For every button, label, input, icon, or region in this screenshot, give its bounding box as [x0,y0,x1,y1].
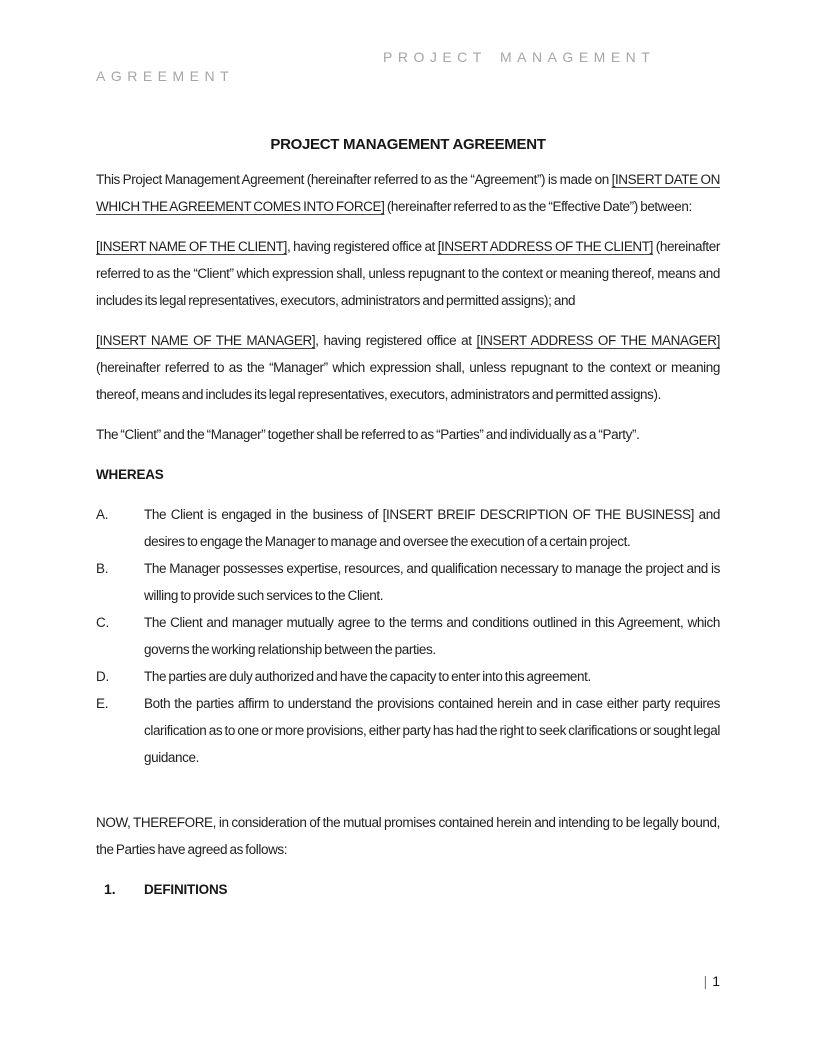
recital-letter: D. [96,669,110,684]
insert-field-client-address: [INSERT ADDRESS OF THE CLIENT] [437,239,653,254]
parties-paragraph: The “Client” and the “Manager” together shall be referred to as “Parties” and individually as a “Party”. [96,427,640,442]
intro-text-pre: This Project Management Agreement (hereinafter referred to as the “Agreement”) is made on [96,172,612,187]
manager-text-mid: , having registered office at [315,333,477,348]
recital-text: The Manager possesses expertise, resources, and qualification necessary to manage the project and is willing to provide such services to the Client. [144,561,720,603]
recital-letter: E. [96,696,109,711]
page-number: 1 [712,973,720,989]
recitals-list [96,501,720,771]
recital-letter: C. [96,615,110,630]
recital-item-b [96,555,720,609]
section-1-heading [96,876,720,903]
document-title: PROJECT MANAGEMENT AGREEMENT [270,136,546,153]
intro-text-post: (hereinafter referred to as the “Effective Date”) between: [384,199,692,214]
recital-letter: B. [96,561,109,576]
manager-paragraph [96,327,720,408]
insert-field-client-name: [INSERT NAME OF THE CLIENT] [96,239,287,254]
recital-letter: A. [96,507,109,522]
footer-separator: | [703,973,708,989]
recital-text: Both the parties affirm to understand the provisions contained herein and in case either party requires clarification as to one or more provisions, either party has had the right to seek clarifications or sought legal guidance. [144,696,720,765]
whereas-heading: WHEREAS [96,467,164,482]
recital-item-c [96,609,720,663]
recital-text: The Client and manager mutually agree to the terms and conditions outlined in this Agreement, which governs the working relationship between the parties. [144,615,720,657]
section-label: DEFINITIONS [144,882,228,897]
client-paragraph [96,233,720,314]
insert-field-manager-address: [INSERT ADDRESS OF THE MANAGER] [476,333,720,348]
page-footer [704,971,720,991]
client-text-post: (hereinafter referred to as the “Client” which expression shall, unless repugnant to the context or meaning thereof, means and includes its legal representatives, executors, administrators and permitted assigns); and [96,239,720,308]
recital-text: The parties are duly authorized and have the capacity to enter into this agreement. [144,669,591,684]
section-number: 1. [104,881,116,897]
recital-item-d [96,663,720,690]
closing-paragraph: NOW, THEREFORE, in consideration of the mutual promises contained herein and intending to be legally bound, the Parties have agreed as follows: [96,815,720,857]
insert-field-effective-date: [INSERT DATE ON WHICH THE AGREEMENT COMES INTO FORCE] [96,172,720,214]
recital-item-a [96,501,720,555]
running-header: PROJECT MANAGEMENT AGREEMENT [96,49,656,84]
recital-item-e [96,690,720,771]
intro-paragraph [96,166,720,220]
manager-text-post: (hereinafter referred to as the “Manager” which expression shall, unless repugnant to the context or meaning thereof, means and includes its legal representatives, executors, administrators and permitted assigns). [96,360,720,402]
recital-text: The Client is engaged in the business of [INSERT BREIF DESCRIPTION OF THE BUSINESS] and desires to engage the Manager to manage and oversee the execution of a certain project. [144,507,720,549]
insert-field-manager-name: [INSERT NAME OF THE MANAGER] [96,333,316,348]
client-text-mid: , having registered office at [286,239,438,254]
